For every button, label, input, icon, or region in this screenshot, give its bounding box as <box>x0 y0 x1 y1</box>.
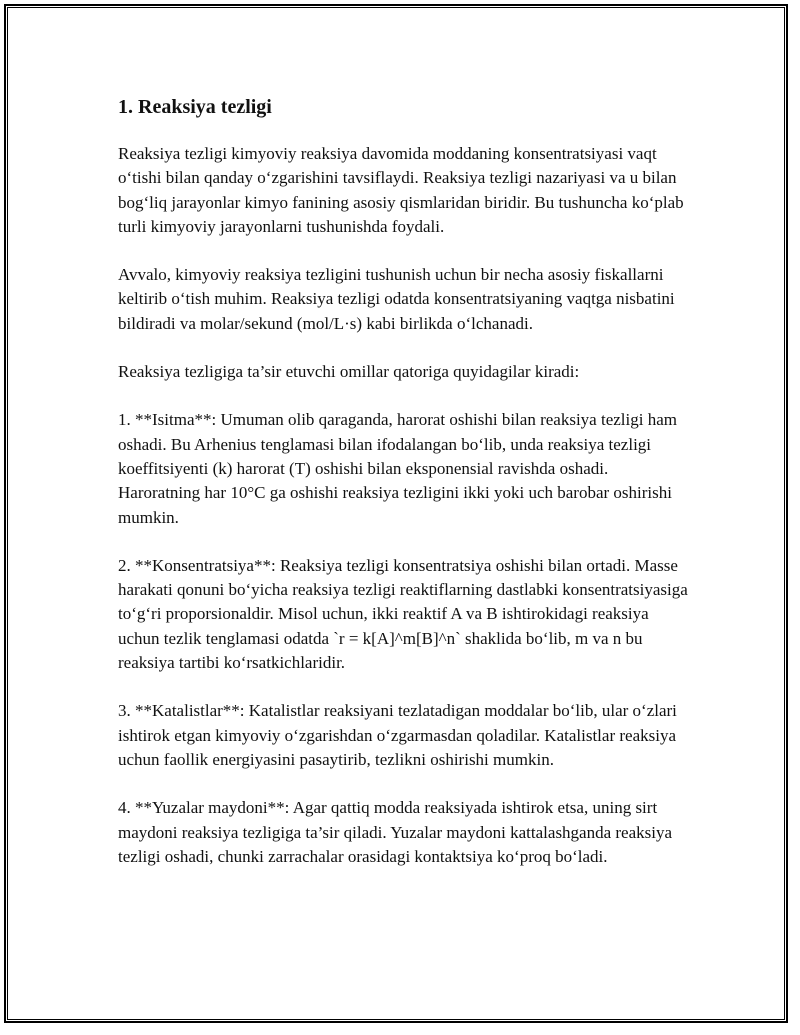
paragraph-factors-intro: Reaksiya tezligiga ta’sir etuvchi omillar qatoriga quyidagilar kiradi: <box>118 362 580 382</box>
list-item-catalysts: 3. **Katalistlar**: Katalistlar reaksiyani tezlatadigan moddalar bo‘lib, ular o‘zlari ishtirok etgan kimyoviy o‘zgarishdan o‘zgarmasdan qoladilar. Katalistlar reaksiya uchun faollik energiyasini pasaytirib, tezlikni oshirishi mumkin. <box>118 701 677 769</box>
list-item-concentration: 2. **Konsentratsiya**: Reaksiya tezligi konsentratsiya oshishi bilan ortadi. Masse harakati qonuni bo‘yicha reaksiya tezligi reaktiflarning dastlabki konsentratsiyasiga to‘g‘ri proporsionaldir. Misol uchun, ikki reaktif A va B ishtirokidagi reaksiya uchun tezlik tenglamasi odatda `r = k[A]^m[B]^n` shaklida bo‘lib, m va n bu reaksiya tartibi ko‘rsatkichlaridir. <box>118 555 688 673</box>
list-item-surface-area: 4. **Yuzalar maydoni**: Agar qattiq modda reaksiyada ishtirok etsa, uning sirt maydoni reaksiya tezligiga ta’sir qiladi. Yuzalar maydoni kattalashganda reaksiya tezligi oshadi, chunki zarrachalar orasidagi kontaktsiya ko‘proq bo‘ladi. <box>118 798 673 866</box>
document-body <box>118 94 693 893</box>
list-item-temperature: 1. **Isitma**: Umuman olib qaraganda, harorat oshishi bilan reaksiya tezligi ham oshadi. Bu Arhenius tenglamasi bilan ifodalangan bo‘lib, unda reaksiya tezligi koeffitsiyenti (k) harorat (T) oshishi bilan eksponensial ravishda oshadi. Haroratning har 10°C ga oshishi reaksiya tezligini ikki yoki uch barobar oshirishi mumkin. <box>118 410 677 527</box>
paragraph-intro: Reaksiya tezligi kimyoviy reaksiya davomida moddaning konsentratsiyasi vaqt o‘tishi bilan qanday o‘zgarishini tavsiflaydi. Reaksiya tezligi nazariyasi va u bilan bog‘liq jarayonlar kimyo fanining asosiy qismlaridan biridir. Bu tushuncha ko‘plab turli kimyoviy jarayonlarni tushunishda foydali. <box>118 144 684 236</box>
paragraph-units: Avvalo, kimyoviy reaksiya tezligini tushunish uchun bir necha asosiy fiskallarni keltirib o‘tish muhim. Reaksiya tezligi odatda konsentratsiyaning vaqtga nisbatini bildiradi va molar/sekund (mol/L·s) kabi birlikda o‘lchanadi. <box>118 265 675 333</box>
section-heading: 1. Reaksiya tezligi <box>118 96 272 118</box>
